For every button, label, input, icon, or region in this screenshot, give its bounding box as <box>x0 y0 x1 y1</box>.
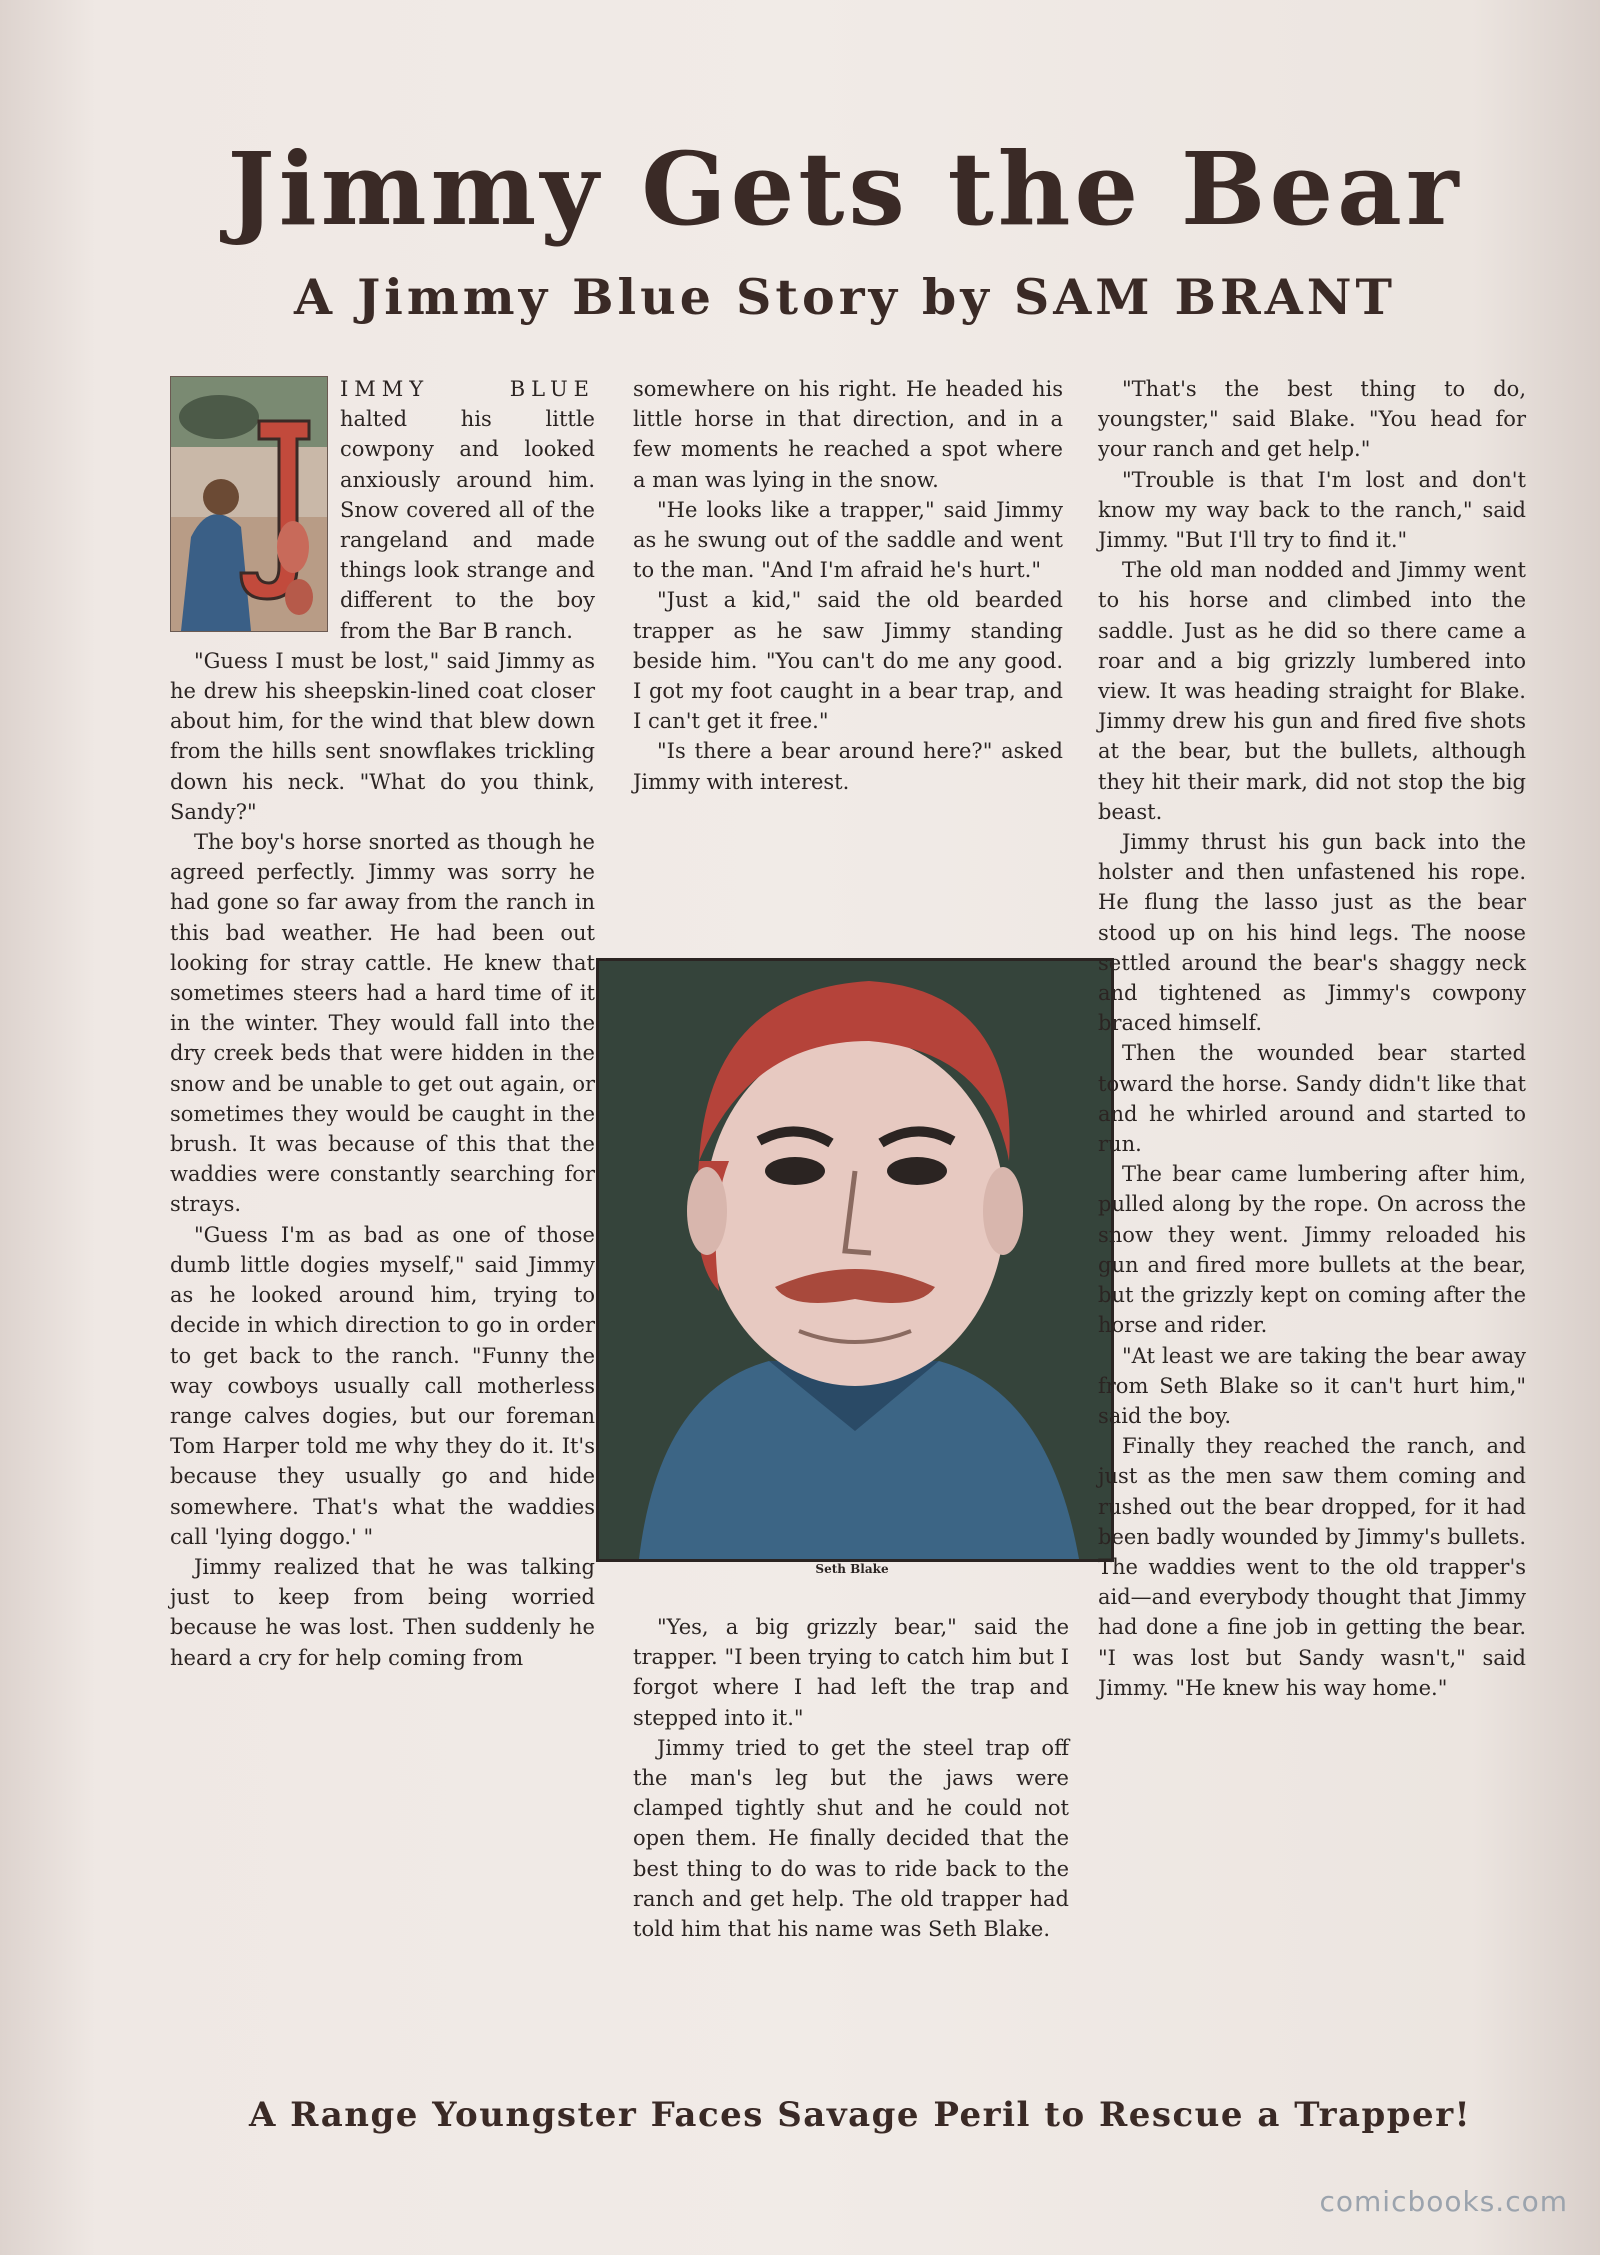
trapper-portrait <box>596 958 1114 1562</box>
paragraph: Then the wounded bear started toward the horse. Sandy didn't like that and he whirled around and started to run. <box>1098 1041 1526 1157</box>
paragraph: "At least we are taking the bear away from Seth Blake so it can't hurt him," said the boy. <box>1098 1343 1526 1428</box>
first-words: IMMY BLUE <box>340 377 595 401</box>
illustration-caption: Seth Blake <box>815 1562 889 1576</box>
text-column-1 <box>170 374 595 1673</box>
paragraph: Finally they reached the ranch, and just as the men saw them coming and rushed out the bear dropped, for it had been badly wounded by Jimmy's bullets. The waddies went to the old trapper's aid—and everybody thought that Jimmy had done a fine job in getting the bear. "I was lost but Sandy wasn't," said Jimmy. "He knew his way home." <box>1098 1434 1526 1700</box>
paragraph: "Guess I'm as bad as one of those dumb little dogies myself," said Jimmy as he looked around him, trying to decide in which direction to go in order to get back to the ranch. "Funny the way cowboys usually call motherless range calves dogies, but our foreman Tom Harper told me why they do it. It's because they usually go and hide somewhere. That's what the waddies call 'lying doggo.' " <box>170 1222 595 1549</box>
story-byline: A Jimmy Blue Story by SAM BRANT <box>294 268 1396 326</box>
paragraph: "Yes, a big grizzly bear," said the trapper. "I been trying to catch him but I forgot where I had left the trap and stepped into it." <box>633 1615 1069 1730</box>
paragraph: Jimmy tried to get the steel trap off the man's leg but the jaws were clamped tightly shut and he could not open them. He finally decided that the best thing to do was to ride back to the ranch and get help. The old trapper had told him that his name was Seth Blake. <box>633 1735 1069 1942</box>
paragraph: somewhere on his right. He headed his little horse in that direction, and in a few moments he reached a spot where a man was lying in the snow. <box>633 377 1063 492</box>
story-tagline: A Range Youngster Faces Savage Peril to Rescue a Trapper! <box>248 2095 1472 2135</box>
paragraph: halted his little cowpony and looked anxiously around him. Snow covered all of the rangeland and made things look strange and different to the boy from the Bar B ranch. <box>340 407 595 643</box>
paragraph: "Just a kid," said the old bearded trapper as he saw Jimmy standing beside him. "You can't do me any good. I got my foot caught in a bear trap, and I can't get it free." <box>633 588 1063 734</box>
text-column-2-bottom <box>633 1612 1069 1944</box>
story-title: Jimmy Gets the Bear <box>227 130 1463 248</box>
text-column-2-top <box>633 374 1063 797</box>
paragraph: Jimmy thrust his gun back into the holster and then unfastened his rope. He flung the lasso just as the bear stood up on his hind legs. The noose settled around the bear's shaggy neck and tightened as Jimmy's cowpony braced himself. <box>1098 830 1526 1036</box>
paragraph: "Is there a bear around here?" asked Jimmy with interest. <box>633 739 1063 794</box>
site-watermark[interactable]: comicbooks.com <box>1319 2185 1568 2218</box>
text-column-3 <box>1098 374 1526 1703</box>
paragraph: "Trouble is that I'm lost and don't know my way back to the ranch," said Jimmy. "But I'll try to find it." <box>1098 467 1526 553</box>
dropcap-illustration <box>170 376 328 632</box>
paragraph: "Guess I must be lost," said Jimmy as he drew his sheepskin-lined coat closer about him, for the wind that blew down from the hills sent snowflakes trickling down his neck. "What do you think, Sandy?" <box>170 648 595 824</box>
paragraph: The bear came lumbering after him, pulled along by the rope. On across the snow they went. Jimmy reloaded his gun and fired more bullets at the bear, but the grizzly kept on coming after the horse and rider. <box>1098 1162 1526 1338</box>
paragraph: The boy's horse snorted as though he agreed perfectly. Jimmy was sorry he had gone so far away from the ranch in this bad weather. He had been out looking for stray cattle. He knew that sometimes steers had a hard time of it in the winter. They would fall into the dry creek beds that were hidden in the snow and be unable to get out again, or sometimes they would be caught in the brush. It was because of this that the waddies were constantly searching for strays. <box>170 830 595 1217</box>
paragraph: The old man nodded and Jimmy went to his horse and climbed into the saddle. Just as he did so there came a roar and a big grizzly lumbered into view. It was heading straight for Blake. Jimmy drew his gun and fired five shots at the bear, but the bullets, although they hit their mark, did not stop the big beast. <box>1098 558 1526 824</box>
paragraph: Jimmy realized that he was talking just to keep from being worried because he was lost. Then suddenly he heard a cry for help coming from <box>170 1554 595 1670</box>
paragraph: "He looks like a trapper," said Jimmy as he swung out of the saddle and went to the man. "And I'm afraid he's hurt." <box>633 497 1063 583</box>
paragraph: "That's the best thing to do, youngster," said Blake. "You head for your ranch and get help." <box>1098 377 1526 462</box>
